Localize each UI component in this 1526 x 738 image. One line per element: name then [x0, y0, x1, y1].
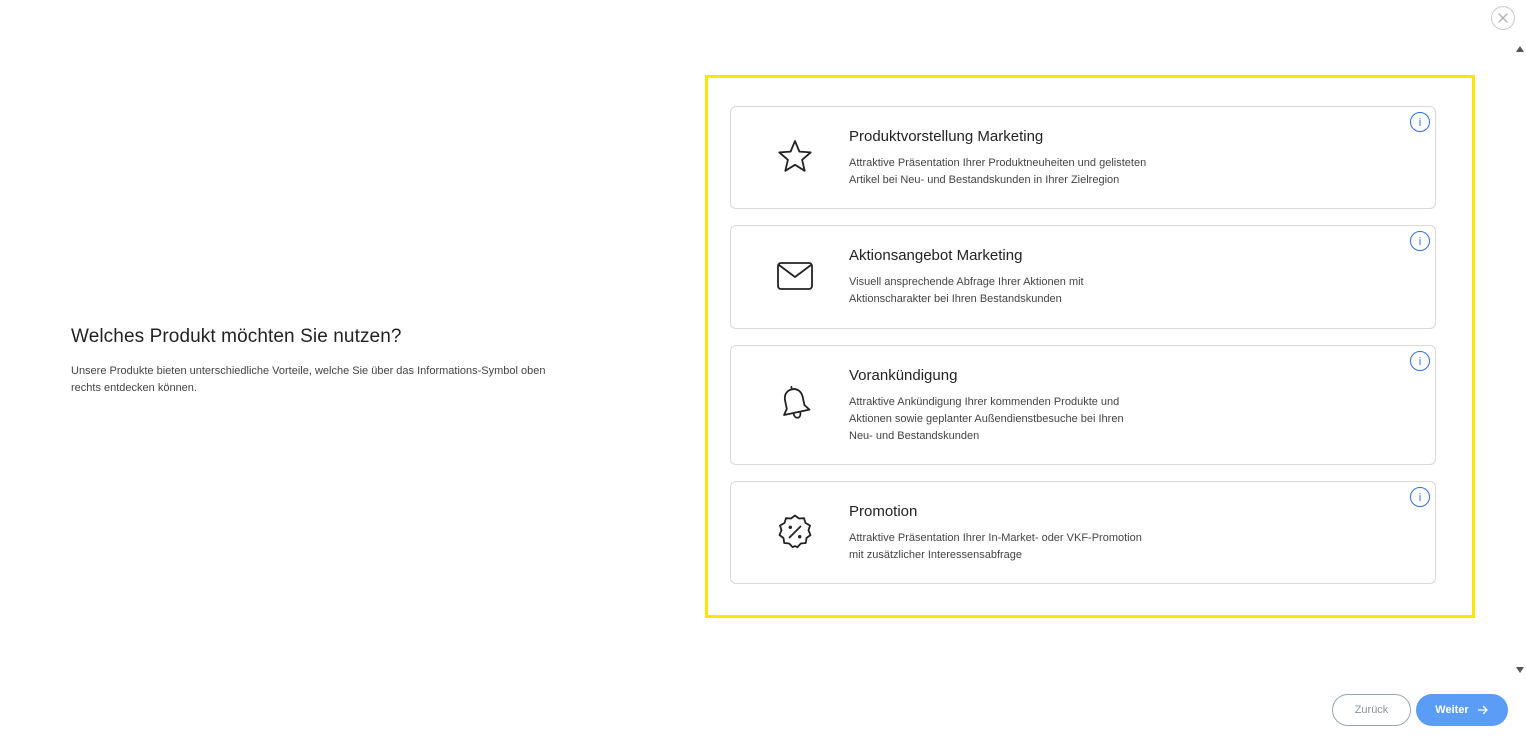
close-button[interactable]: [1491, 6, 1515, 30]
page-title: Welches Produkt möchten Sie nutzen?: [71, 326, 402, 347]
info-icon: i: [1418, 354, 1422, 368]
product-description-line: Visuell ansprechende Abfrage Ihrer Aktionen mit: [849, 276, 1084, 288]
product-description-line: Attraktive Präsentation Ihrer In-Market- oder VKF-Promotion: [849, 532, 1142, 544]
percent-badge-icon: [775, 512, 815, 552]
product-title: Vorankündigung: [849, 367, 958, 384]
page-description: Unsere Produkte bieten unterschiedliche Vorteile, welche Sie über das Informations-Symbol oben rechts entdecken können.: [71, 365, 546, 394]
product-description-line: Artikel bei Neu- und Bestandskunden in Ihrer Zielregion: [849, 174, 1120, 186]
back-button[interactable]: Zurück: [1332, 694, 1411, 726]
scroll-down-arrow[interactable]: [1515, 665, 1525, 675]
info-button[interactable]: [1410, 112, 1430, 132]
product-description: [849, 155, 1179, 189]
arrow-right-icon: [1477, 704, 1489, 716]
close-icon: [1497, 12, 1509, 24]
product-title: Promotion: [849, 503, 918, 520]
envelope-icon: [775, 256, 815, 296]
triangle-down-icon: [1515, 665, 1525, 675]
info-icon: i: [1418, 490, 1422, 504]
triangle-up-icon: [1515, 44, 1525, 54]
info-button[interactable]: [1410, 351, 1430, 371]
info-icon: i: [1418, 115, 1422, 129]
product-description: [849, 274, 1179, 308]
product-card-aktionsangebot[interactable]: [730, 225, 1436, 329]
product-description-line: Attraktive Ankündigung Ihrer kommenden Produkte und: [849, 396, 1120, 408]
product-description: [849, 530, 1179, 564]
product-description-line: mit zusätzlicher Interessensabfrage: [849, 549, 1023, 561]
bell-icon: [775, 384, 815, 424]
info-button[interactable]: [1410, 231, 1430, 251]
intro-section: [71, 326, 571, 397]
product-title: Aktionsangebot Marketing: [849, 247, 1023, 264]
product-title: Produktvorstellung Marketing: [849, 128, 1044, 145]
product-description-line: Neu- und Bestandskunden: [849, 430, 980, 442]
product-card-produktvorstellung[interactable]: [730, 106, 1436, 209]
product-description-line: Aktionen sowie geplanter Außendienstbesuche bei Ihren: [849, 413, 1124, 425]
scroll-up-arrow[interactable]: [1515, 44, 1525, 54]
product-card-promotion[interactable]: [730, 481, 1436, 584]
product-description-line: Aktionscharakter bei Ihren Bestandskunden: [849, 293, 1062, 305]
star-icon: [775, 137, 815, 177]
next-button-label: Weiter: [1435, 704, 1469, 716]
info-icon: i: [1418, 234, 1422, 248]
next-button[interactable]: [1416, 694, 1508, 726]
product-description: [849, 394, 1179, 445]
product-card-vorankuendigung[interactable]: [730, 345, 1436, 465]
info-button[interactable]: [1410, 487, 1430, 507]
product-description-line: Attraktive Präsentation Ihrer Produktneuheiten und gelisteten: [849, 157, 1147, 169]
